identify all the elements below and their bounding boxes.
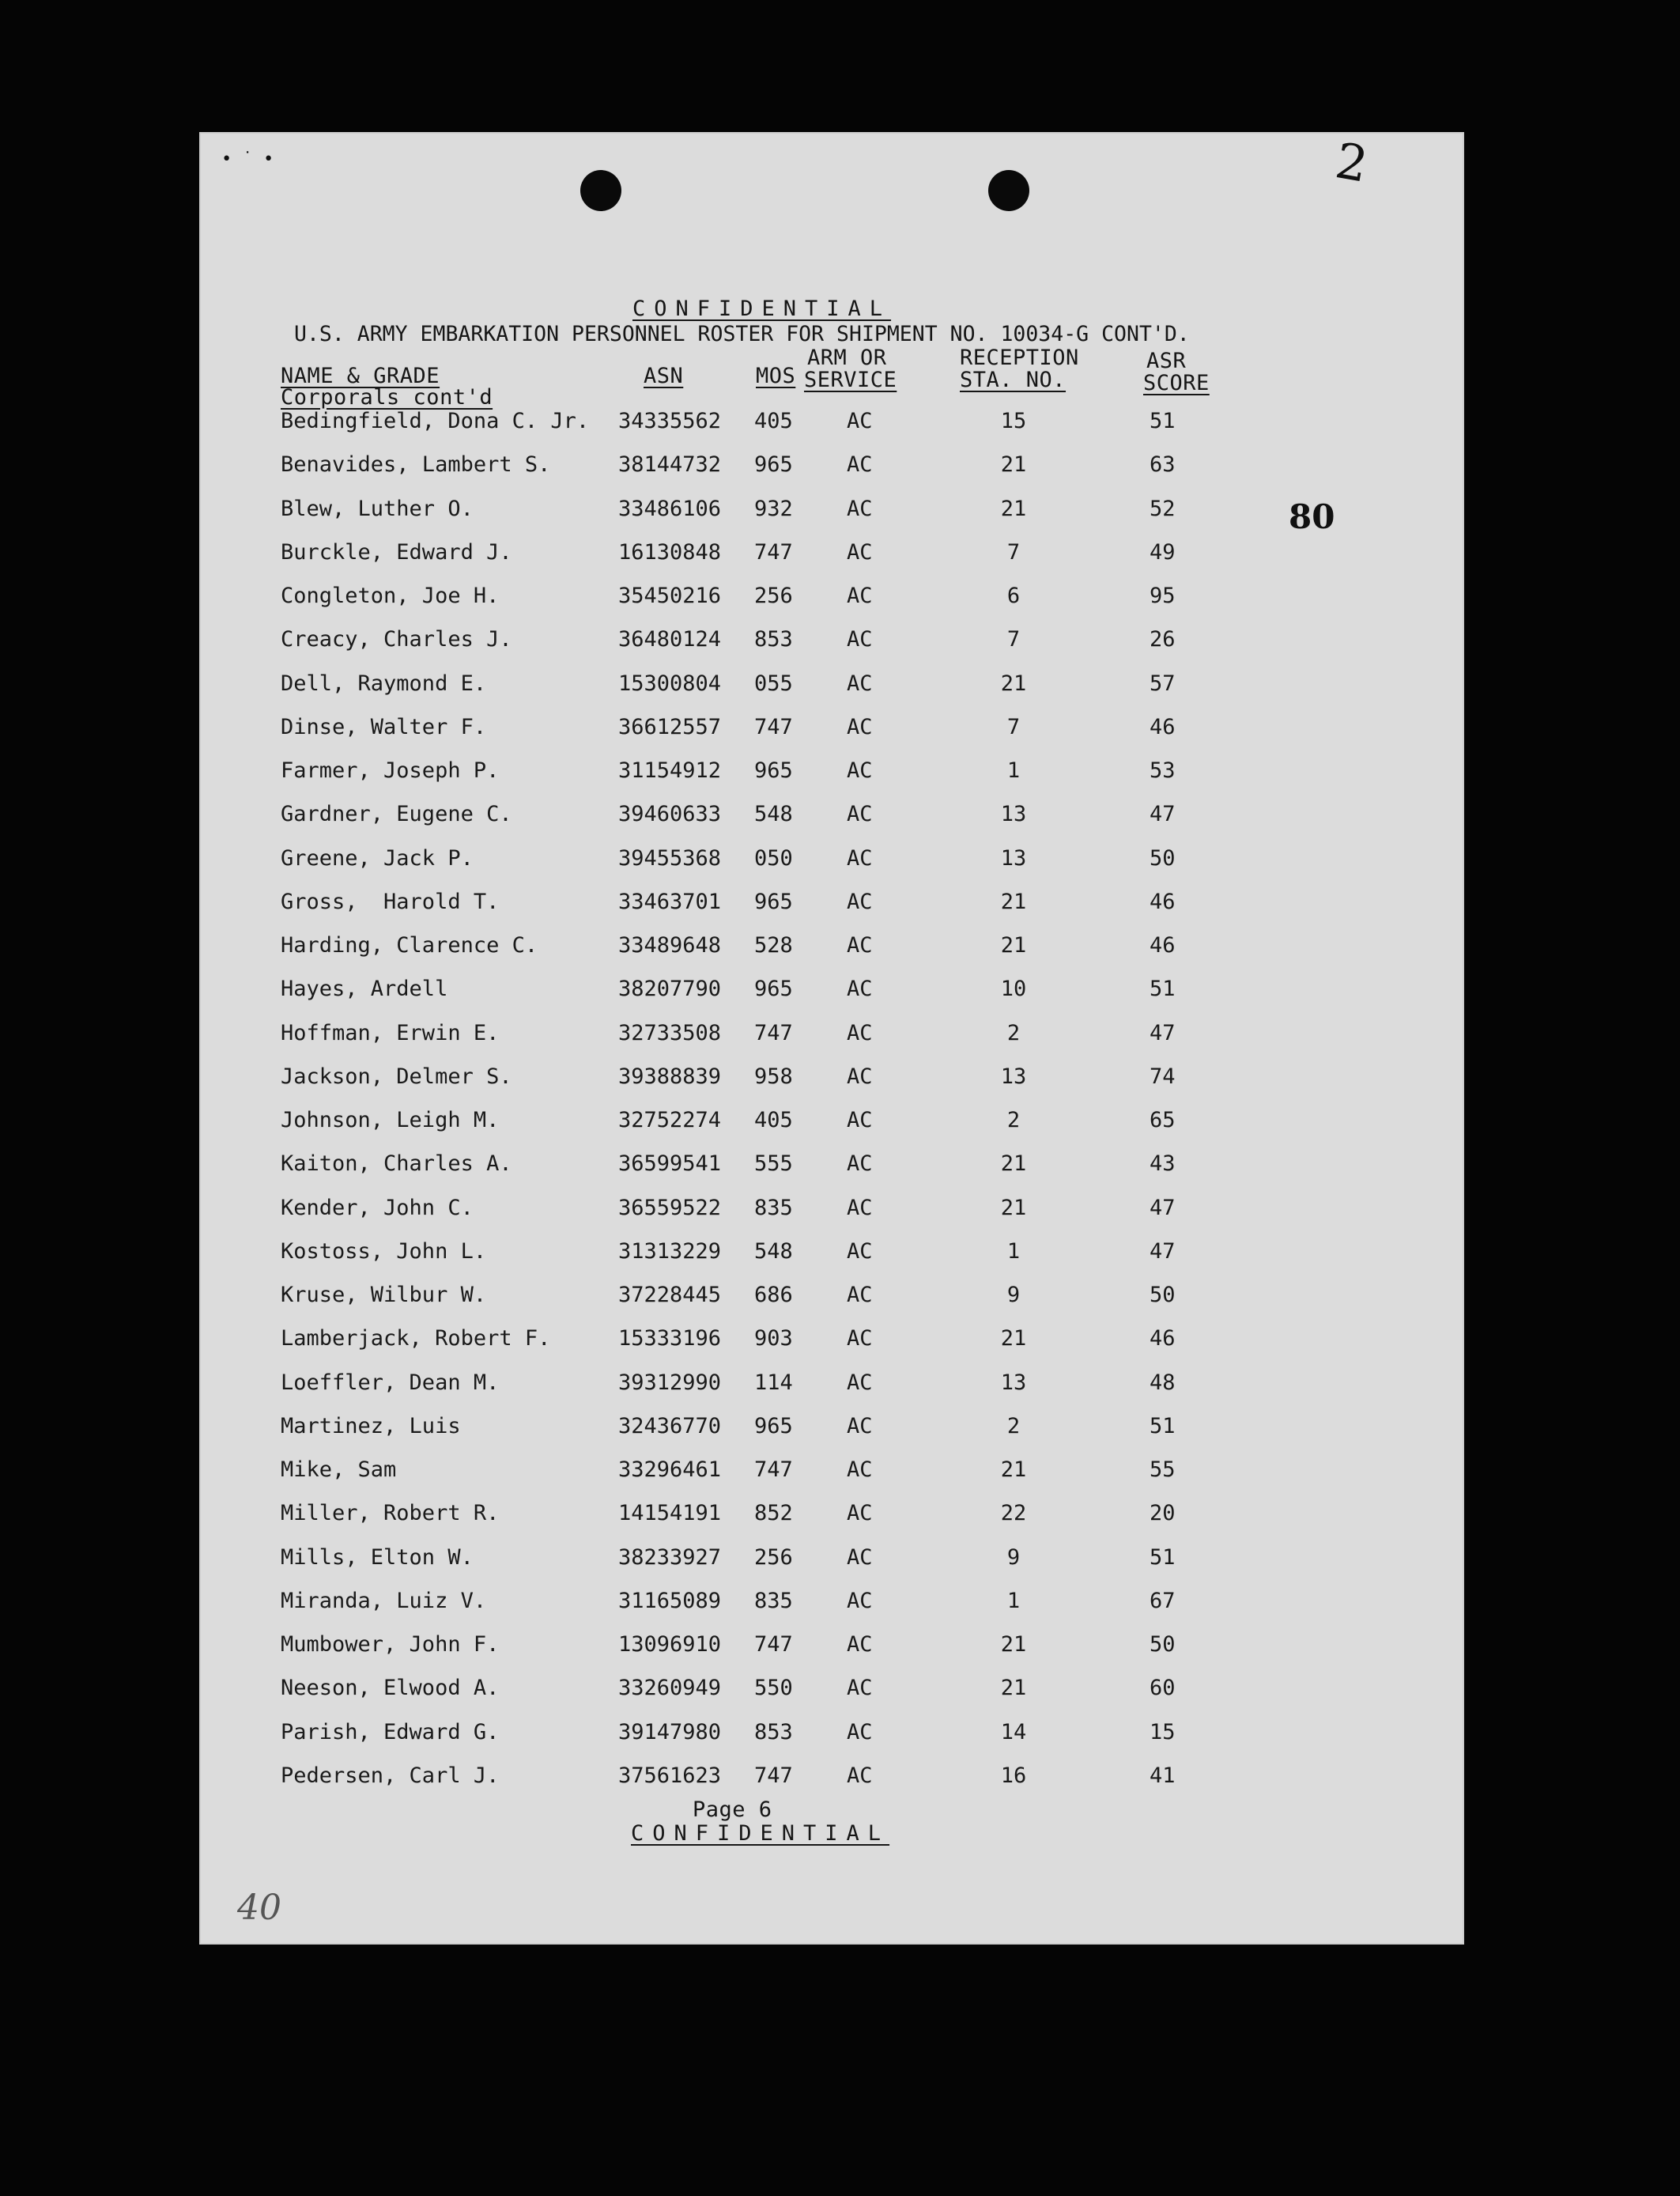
arm-value: AC (847, 1283, 873, 1307)
asr-score-value: 55 (1150, 1457, 1176, 1482)
asr-score-value: 53 (1150, 758, 1176, 783)
reception-station-value: 21 (1000, 496, 1027, 521)
reception-station-value: 21 (1000, 1676, 1027, 1701)
asn-value: 33260949 (618, 1676, 722, 1701)
table-row (199, 1370, 1464, 1402)
mos-value: 050 (754, 845, 793, 871)
classification-header: CONFIDENTIAL (632, 297, 892, 321)
arm-value: AC (847, 714, 873, 739)
classification-footer: CONFIDENTIAL (631, 1821, 890, 1846)
reception-station-value: 1 (1006, 758, 1021, 783)
person-name: Martinez, Luis (281, 1413, 461, 1438)
person-name: Miller, Robert R. (281, 1501, 500, 1526)
asr-score-value: 48 (1150, 1370, 1176, 1395)
table-row (199, 1064, 1464, 1096)
reception-station-value: 22 (1000, 1501, 1027, 1526)
mos-value: 747 (754, 539, 793, 565)
asr-score-value: 95 (1150, 584, 1176, 608)
table-row (199, 1632, 1464, 1664)
person-name: Gardner, Eugene C. (281, 802, 512, 827)
asr-score-value: 41 (1150, 1763, 1176, 1788)
arm-value: AC (847, 1719, 873, 1744)
person-name: Kender, John C. (281, 1195, 474, 1220)
asn-value: 38207790 (618, 977, 722, 1002)
asn-value: 13096910 (618, 1632, 722, 1657)
table-row (199, 1283, 1464, 1314)
mos-value: 965 (754, 758, 793, 783)
asn-value: 16130848 (618, 539, 722, 565)
mos-value: 528 (754, 933, 793, 958)
table-row (199, 584, 1464, 615)
reception-station-value: 13 (1000, 1370, 1027, 1395)
arm-value: AC (847, 1238, 873, 1264)
asr-score-value: 46 (1150, 933, 1176, 958)
mos-value: 965 (754, 1413, 793, 1438)
arm-value: AC (847, 845, 873, 871)
mos-value: 747 (754, 1457, 793, 1482)
person-name: Kaiton, Charles A. (281, 1151, 512, 1177)
person-name: Greene, Jack P. (281, 845, 474, 871)
reception-station-value: 15 (1000, 409, 1027, 433)
reception-station-value: 2 (1006, 1020, 1021, 1045)
mos-value: 958 (754, 1064, 793, 1089)
asn-value: 33463701 (618, 889, 722, 914)
person-name: Kostoss, John L. (281, 1238, 487, 1264)
person-name: Parish, Edward G. (281, 1719, 500, 1744)
table-row (199, 627, 1464, 659)
reception-station-value: 9 (1006, 1544, 1021, 1570)
table-row (199, 1457, 1464, 1489)
table-row (199, 933, 1464, 965)
table-row (199, 1414, 1464, 1446)
arm-value: AC (847, 1588, 873, 1613)
person-name: Harding, Clarence C. (281, 933, 538, 958)
table-row (199, 540, 1464, 572)
asr-score-value: 50 (1150, 1283, 1176, 1307)
mos-value: 835 (754, 1195, 793, 1220)
person-name: Mills, Elton W. (281, 1544, 474, 1570)
asn-value: 32733508 (618, 1020, 722, 1045)
person-name: Kruse, Wilbur W. (281, 1283, 487, 1307)
reception-station-value: 21 (1000, 1632, 1027, 1657)
reception-station-value: 6 (1006, 584, 1021, 608)
arm-value: AC (847, 1326, 873, 1351)
asr-score-value: 46 (1150, 714, 1176, 739)
mos-value: 965 (754, 889, 793, 914)
mos-value: 405 (754, 409, 793, 433)
asn-value: 36612557 (618, 714, 722, 739)
reception-station-value: 21 (1000, 1151, 1027, 1177)
asr-score-value: 46 (1150, 889, 1176, 914)
asn-value: 32436770 (618, 1413, 722, 1438)
asr-score-value: 57 (1150, 671, 1176, 696)
table-row (199, 802, 1464, 833)
table-row (199, 1676, 1464, 1707)
person-name: Bedingfield, Dona C. Jr. (281, 409, 590, 433)
table-row (199, 1763, 1464, 1795)
col-arm-line2: SERVICE (804, 368, 897, 392)
table-row (199, 671, 1464, 703)
asn-value: 33489648 (618, 933, 722, 958)
person-name: Dinse, Walter F. (281, 714, 487, 739)
asn-value: 36480124 (618, 627, 722, 652)
arm-value: AC (847, 802, 873, 827)
asr-score-value: 52 (1150, 496, 1176, 521)
mos-value: 548 (754, 802, 793, 827)
asr-score-value: 43 (1150, 1151, 1176, 1177)
asn-value: 39312990 (618, 1370, 722, 1395)
asn-value: 15300804 (618, 671, 722, 696)
arm-value: AC (847, 1151, 873, 1177)
roster-title: U.S. ARMY EMBARKATION PERSONNEL ROSTER FOR SHIPMENT NO. 10034-G CONT'D. (294, 322, 1190, 346)
mos-value: 550 (754, 1676, 793, 1701)
arm-value: AC (847, 671, 873, 696)
person-name: Congleton, Joe H. (281, 584, 500, 608)
col-mos: MOS (756, 364, 796, 388)
arm-value: AC (847, 889, 873, 914)
asn-value: 35450216 (618, 584, 722, 608)
table-row (199, 1021, 1464, 1053)
person-name: Pedersen, Carl J. (281, 1763, 500, 1788)
table-row (199, 715, 1464, 746)
asr-score-value: 15 (1150, 1719, 1176, 1744)
asn-value: 38144732 (618, 452, 722, 478)
reception-station-value: 2 (1006, 1413, 1021, 1438)
reception-station-value: 1 (1006, 1588, 1021, 1613)
reception-station-value: 21 (1000, 1195, 1027, 1220)
arm-value: AC (847, 539, 873, 565)
table-row (199, 977, 1464, 1008)
asn-value: 37228445 (618, 1283, 722, 1307)
arm-value: AC (847, 1020, 873, 1045)
mos-value: 256 (754, 1544, 793, 1570)
asn-value: 31154912 (618, 758, 722, 783)
person-name: Hoffman, Erwin E. (281, 1020, 500, 1045)
person-name: Mike, Sam (281, 1457, 397, 1482)
reception-station-value: 7 (1006, 627, 1021, 652)
asr-score-value: 51 (1150, 1544, 1176, 1570)
reception-station-value: 13 (1000, 845, 1027, 871)
mos-value: 548 (754, 1238, 793, 1264)
asn-value: 39147980 (618, 1719, 722, 1744)
asr-score-value: 51 (1150, 1413, 1176, 1438)
col-name: NAME & GRADE (281, 364, 440, 388)
table-row (199, 1720, 1464, 1752)
mos-value: 555 (754, 1151, 793, 1177)
reception-station-value: 1 (1006, 1238, 1021, 1264)
person-name: Loeffler, Dean M. (281, 1370, 500, 1395)
asn-value: 37561623 (618, 1763, 722, 1788)
col-sta-line2: STA. NO. (960, 368, 1067, 392)
reception-station-value: 16 (1000, 1763, 1027, 1788)
mos-value: 747 (754, 714, 793, 739)
reception-station-value: 21 (1000, 452, 1027, 478)
person-name: Mumbower, John F. (281, 1632, 500, 1657)
asr-score-value: 50 (1150, 1632, 1176, 1657)
asr-score-value: 74 (1150, 1064, 1176, 1089)
table-row (199, 758, 1464, 790)
reception-station-value: 7 (1006, 539, 1021, 565)
asr-score-value: 47 (1150, 1195, 1176, 1220)
table-row (199, 846, 1464, 878)
person-name: Dell, Raymond E. (281, 671, 487, 696)
asr-score-value: 46 (1150, 1326, 1176, 1351)
arm-value: AC (847, 1064, 873, 1089)
reception-station-value: 21 (1000, 933, 1027, 958)
reception-station-value: 7 (1006, 714, 1021, 739)
col-asn: ASN (644, 364, 684, 388)
arm-value: AC (847, 584, 873, 608)
asr-score-value: 26 (1150, 627, 1176, 652)
arm-value: AC (847, 1195, 873, 1220)
arm-value: AC (847, 1501, 873, 1526)
person-name: Gross, Harold T. (281, 889, 500, 914)
page-number: Page 6 (693, 1797, 772, 1822)
mos-value: 932 (754, 496, 793, 521)
asr-score-value: 47 (1150, 1020, 1176, 1045)
reception-station-value: 14 (1000, 1719, 1027, 1744)
table-row (199, 1326, 1464, 1358)
reception-station-value: 21 (1000, 1326, 1027, 1351)
asr-score-value: 51 (1150, 977, 1176, 1002)
person-name: Creacy, Charles J. (281, 627, 512, 652)
asr-score-value: 47 (1150, 1238, 1176, 1264)
arm-value: AC (847, 1544, 873, 1570)
mos-value: 747 (754, 1020, 793, 1045)
asr-score-value: 20 (1150, 1501, 1176, 1526)
table-row (199, 1108, 1464, 1140)
asn-value: 32752274 (618, 1108, 722, 1132)
table-row (199, 452, 1464, 484)
arm-value: AC (847, 1632, 873, 1657)
col-asr-line2: SCORE (1143, 371, 1210, 395)
specks: • ˙ • (221, 149, 274, 169)
arm-value: AC (847, 933, 873, 958)
arm-value: AC (847, 1457, 873, 1482)
asr-score-value: 60 (1150, 1676, 1176, 1701)
person-name: Neeson, Elwood A. (281, 1676, 500, 1701)
table-row (199, 890, 1464, 921)
table-row (199, 1239, 1464, 1271)
person-name: Johnson, Leigh M. (281, 1108, 500, 1132)
mos-value: 256 (754, 584, 793, 608)
table-row (199, 409, 1464, 440)
document-page (199, 132, 1464, 1945)
arm-value: AC (847, 496, 873, 521)
mos-value: 965 (754, 977, 793, 1002)
reception-station-value: 21 (1000, 671, 1027, 696)
mos-value: 835 (754, 1588, 793, 1613)
asn-value: 33486106 (618, 496, 722, 521)
person-name: Hayes, Ardell (281, 977, 448, 1002)
asn-value: 34335562 (618, 409, 722, 433)
asn-value: 33296461 (618, 1457, 722, 1482)
asn-value: 15333196 (618, 1326, 722, 1351)
asn-value: 39460633 (618, 802, 722, 827)
mos-value: 405 (754, 1108, 793, 1132)
arm-value: AC (847, 1108, 873, 1132)
asn-value: 31165089 (618, 1588, 722, 1613)
bottom-left-mark: 40 (237, 1888, 281, 1928)
corner-mark: 2 (1331, 131, 1372, 194)
mos-value: 965 (754, 452, 793, 478)
asn-value: 39455368 (618, 845, 722, 871)
mos-value: 055 (754, 671, 793, 696)
asn-value: 38233927 (618, 1544, 722, 1570)
person-name: Lamberjack, Robert F. (281, 1326, 551, 1351)
asn-value: 31313229 (618, 1238, 722, 1264)
table-row (199, 1196, 1464, 1227)
arm-value: AC (847, 1763, 873, 1788)
reception-station-value: 21 (1000, 889, 1027, 914)
mos-value: 853 (754, 1719, 793, 1744)
arm-value: AC (847, 409, 873, 433)
asr-score-value: 49 (1150, 539, 1176, 565)
reception-station-value: 10 (1000, 977, 1027, 1002)
person-name: Burckle, Edward J. (281, 539, 512, 565)
mos-value: 853 (754, 627, 793, 652)
mos-value: 114 (754, 1370, 793, 1395)
asr-score-value: 65 (1150, 1108, 1176, 1132)
table-row (199, 1545, 1464, 1577)
reception-station-value: 13 (1000, 802, 1027, 827)
arm-value: AC (847, 977, 873, 1002)
section-label: Corporals cont'd (281, 385, 493, 410)
mos-value: 686 (754, 1283, 793, 1307)
person-name: Blew, Luther O. (281, 496, 474, 521)
reception-station-value: 21 (1000, 1457, 1027, 1482)
stamp-number: 80 (1289, 497, 1335, 536)
arm-value: AC (847, 452, 873, 478)
person-name: Miranda, Luiz V. (281, 1588, 487, 1613)
asr-score-value: 51 (1150, 409, 1176, 433)
table-row (199, 497, 1464, 528)
person-name: Benavides, Lambert S. (281, 452, 551, 478)
col-arm-line1: ARM OR (807, 346, 887, 370)
arm-value: AC (847, 1413, 873, 1438)
col-sta-line1: RECEPTION (960, 346, 1079, 370)
asn-value: 36559522 (618, 1195, 722, 1220)
asr-score-value: 50 (1150, 845, 1176, 871)
arm-value: AC (847, 1370, 873, 1395)
asn-value: 36599541 (618, 1151, 722, 1177)
arm-value: AC (847, 758, 873, 783)
person-name: Jackson, Delmer S. (281, 1064, 512, 1089)
mos-value: 852 (754, 1501, 793, 1526)
asr-score-value: 47 (1150, 802, 1176, 827)
mos-value: 747 (754, 1763, 793, 1788)
punch-hole-left (580, 170, 621, 211)
mos-value: 903 (754, 1326, 793, 1351)
col-asr-line1: ASR (1146, 349, 1187, 373)
arm-value: AC (847, 1676, 873, 1701)
table-row (199, 1589, 1464, 1620)
reception-station-value: 2 (1006, 1108, 1021, 1132)
asn-value: 39388839 (618, 1064, 722, 1089)
asn-value: 14154191 (618, 1501, 722, 1526)
arm-value: AC (847, 627, 873, 652)
table-row (199, 1151, 1464, 1183)
reception-station-value: 13 (1000, 1064, 1027, 1089)
reception-station-value: 9 (1006, 1283, 1021, 1307)
mos-value: 747 (754, 1632, 793, 1657)
punch-hole-right (988, 170, 1029, 211)
asr-score-value: 63 (1150, 452, 1176, 478)
asr-score-value: 67 (1150, 1588, 1176, 1613)
table-row (199, 1501, 1464, 1533)
person-name: Farmer, Joseph P. (281, 758, 500, 783)
